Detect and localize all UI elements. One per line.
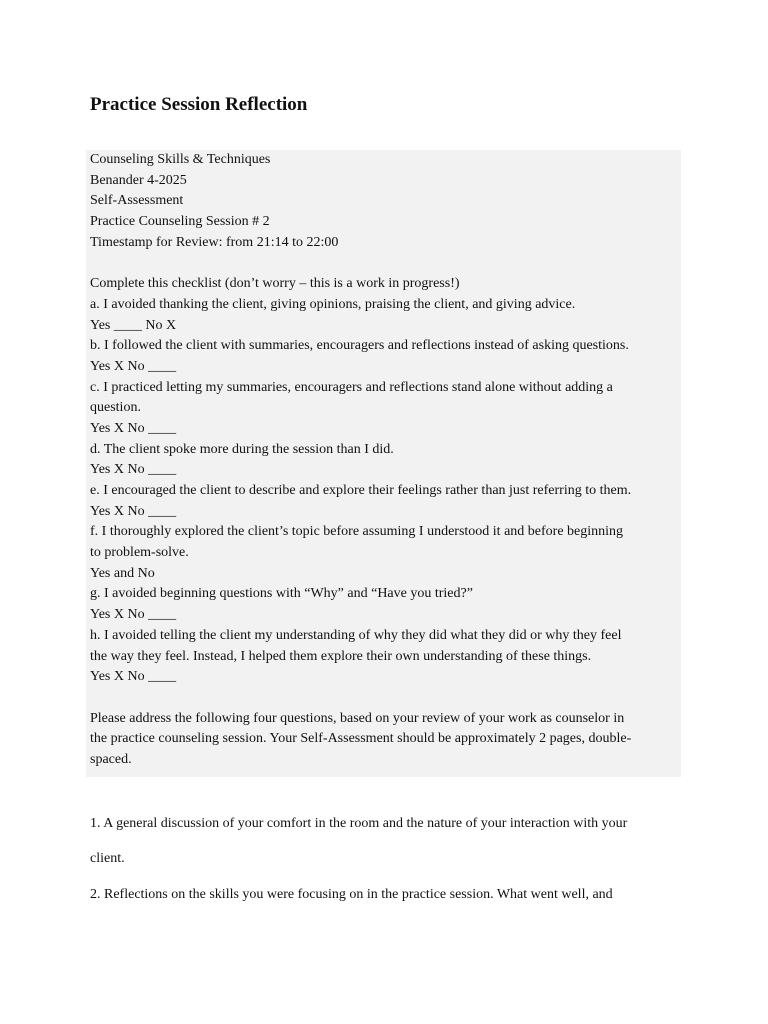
header-timestamp: Timestamp for Review: from 21:14 to 22:00 <box>90 234 339 250</box>
checklist-answer-a: Yes ____ No X <box>90 317 177 333</box>
checklist-answer-g: Yes X No ____ <box>90 607 177 623</box>
questions-section <box>90 814 690 907</box>
checklist-item-a: a. I avoided thanking the client, giving opinions, praising the client, and giving advice. <box>90 296 576 312</box>
checklist-item-c-cont: question. <box>90 400 141 416</box>
page-title: Practice Session Reflection <box>90 94 308 115</box>
instructions-line-1: Please address the following four questions, based on your review of your work as counselor in <box>90 710 625 726</box>
checklist-item-h-cont: the way they feel. Instead, I helped them explore their own understanding of these things. <box>90 648 592 664</box>
blank-line <box>90 688 680 709</box>
checklist-answer-d: Yes X No ____ <box>90 462 177 478</box>
checklist-answer-f: Yes and No <box>90 565 155 581</box>
question-1-cont: client. <box>90 851 125 866</box>
instructions-line-2: the practice counseling session. Your Self-Assessment should be approximately 2 pages, double- <box>90 731 632 747</box>
header-course: Counseling Skills & Techniques <box>90 152 271 167</box>
question-1: 1. A general discussion of your comfort in the room and the nature of your interaction with your <box>90 816 628 831</box>
checklist-intro: Complete this checklist (don’t worry – this is a work in progress!) <box>90 276 460 292</box>
checklist-item-f-cont: to problem-solve. <box>90 545 189 561</box>
checklist-item-g: g. I avoided beginning questions with “Why” and “Have you tried?” <box>90 586 473 602</box>
checklist-answer-e: Yes X No ____ <box>90 503 177 519</box>
checklist-item-b: b. I followed the client with summaries, encouragers and reflections instead of asking questions. <box>90 338 629 354</box>
question-2: 2. Reflections on the skills you were focusing on in the practice session. What went well, and <box>90 887 613 902</box>
checklist-item-d: d. The client spoke more during the session than I did. <box>90 441 394 457</box>
checklist-item-c: c. I practiced letting my summaries, encouragers and reflections stand alone without adding a <box>90 379 613 395</box>
checklist-item-f: f. I thoroughly explored the client’s topic before assuming I understood it and before beginning <box>90 524 624 540</box>
checklist-answer-h: Yes X No ____ <box>90 669 177 685</box>
header-session: Practice Counseling Session # 2 <box>90 214 270 230</box>
checklist-item-h: h. I avoided telling the client my understanding of why they did what they did or why they feel <box>90 627 622 643</box>
header-assignment: Self-Assessment <box>90 193 184 209</box>
checklist-answer-c: Yes X No ____ <box>90 420 177 436</box>
checklist-item-e: e. I encouraged the client to describe and explore their feelings rather than just referring to them. <box>90 483 632 498</box>
blank-line <box>90 253 680 274</box>
checklist-answer-b: Yes X No ____ <box>90 358 177 374</box>
instructions-line-3: spaced. <box>90 751 132 767</box>
header-instructor: Benander 4-2025 <box>90 172 187 188</box>
assessment-text <box>90 150 680 771</box>
